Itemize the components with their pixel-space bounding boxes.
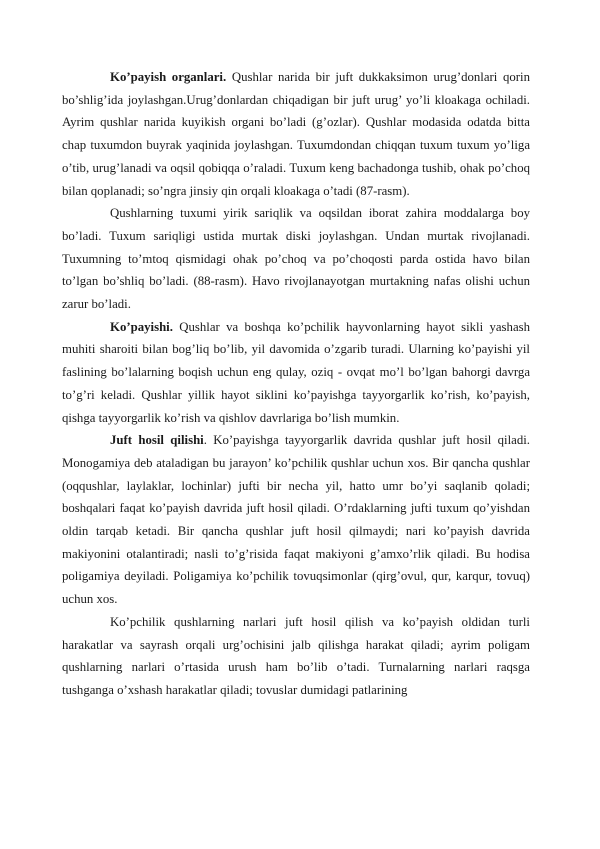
heading-pair-formation: Juft hosil qilishi: [110, 433, 204, 448]
paragraph-egg-structure: [62, 202, 530, 316]
paragraph-text: Qushlar va boshqa ko’pchilik hayvonlarning hayot sikli yashash muhiti sharoiti bilan bog’liq bo’lib, yil davomida o’zgarib turadi. Ularning ko’payishi yil faslining bo’lalarning boqish uchun eng qulay, oziq - ovqat mo’l bo’lgan bahorgi davrga to’g’ri keladi. Qushlar yillik hayot siklini ko’payishga tayyorgarlik ko’rish, ko’payish, qishga tayyorgarlik ko’rish va qishlov davrlariga bo’lish mumkin.: [62, 319, 530, 425]
paragraph-text: Ko’pchilik qushlarning narlari juft hosil qilish va ko’payish oldidan turli harakatlar va sayrash orqali urg’ochisini jalb qilishga harakat qiladi; ayrim poligam qushlarning narlari o’rtasida urush ham bo’lib o’tadi. Turnalarning narlari raqsga tushganga o’xshash harakatlar qiladi; tovuslar dumidagi patlarining: [62, 614, 530, 697]
paragraph-reproduction: [62, 316, 530, 430]
heading-reproductive-organs: Ko’payish organlari.: [110, 70, 227, 84]
heading-reproduction: Ko’payishi.: [110, 319, 173, 334]
paragraph-text: . Ko’payishga tayyorgarlik davrida qushlar juft hosil qiladi. Monogamiya deb ataladigan bu jarayon’ ko’pchilik qushlar uchun xos. Bir qancha qushlar (oqqushlar, laylaklar, lochinlar) jufti bir necha yil, hatto umr bo’yi saqlanib qoladi; boshqalari faqat ko’payish davrida juft hosil qiladi. O’rdaklarning jufti tuxum qo’yishdan oldin tarqab ketadi. Bir qancha qushlar juft hosil qilmaydi; nari ko’payish davrida makiyonini otalantiradi; nasli to’g’risida faqat makiyoni g’amxo’rlik qiladi. Bu hodisa poligamiya deyiladi. Poligamiya ko’pchilik tovuqsimonlar (qirg’ovul, qur, karqur, tovuq) uchun xos.: [62, 433, 530, 607]
paragraph-text: Qushlar narida bir juft dukkaksimon urug’donlari qorin bo’shlig’ida joylashgan.Urug’donlardan chiqadigan bir juft urug’ yo’li kloakaga ochiladi. Ayrim qushlar narida kuyikish organi bo’ladi (g’ozlar). Qushlar modasida odatda bitta chap tuxumdon buyrak yaqinida joylashgan. Tuxumdondan chiqqan tuxum tuxum yo’liga o’tib, urug’lanadi va oqsil qobiqqa o’raladi. Tuxum keng bachadonga tushib, ohak po’choq bilan qoplanadi; so’ngra jinsiy qin orqali kloakaga o’tadi (87-rasm).: [62, 70, 531, 198]
paragraph-reproductive-organs: [62, 66, 530, 202]
paragraph-text: Qushlarning tuxumi yirik sariqlik va oqsildan iborat zahira moddalarga boy bo’ladi. Tuxum sariqligi ustida murtak diski joylashgan. Undan murtak rivojlanadi. Tuxumning to’mtoq qismidagi ohak po’choq va po’choqosti parda ostida havo bilan to’lgan bo’shliq bo’ladi. (88-rasm). Havo rivojlanayotgan murtakning nafas olishi uchun zarur bo’ladi.: [62, 206, 530, 312]
document-page: [62, 66, 530, 702]
paragraph-pair-formation: [62, 429, 530, 611]
paragraph-courtship: [62, 611, 530, 702]
